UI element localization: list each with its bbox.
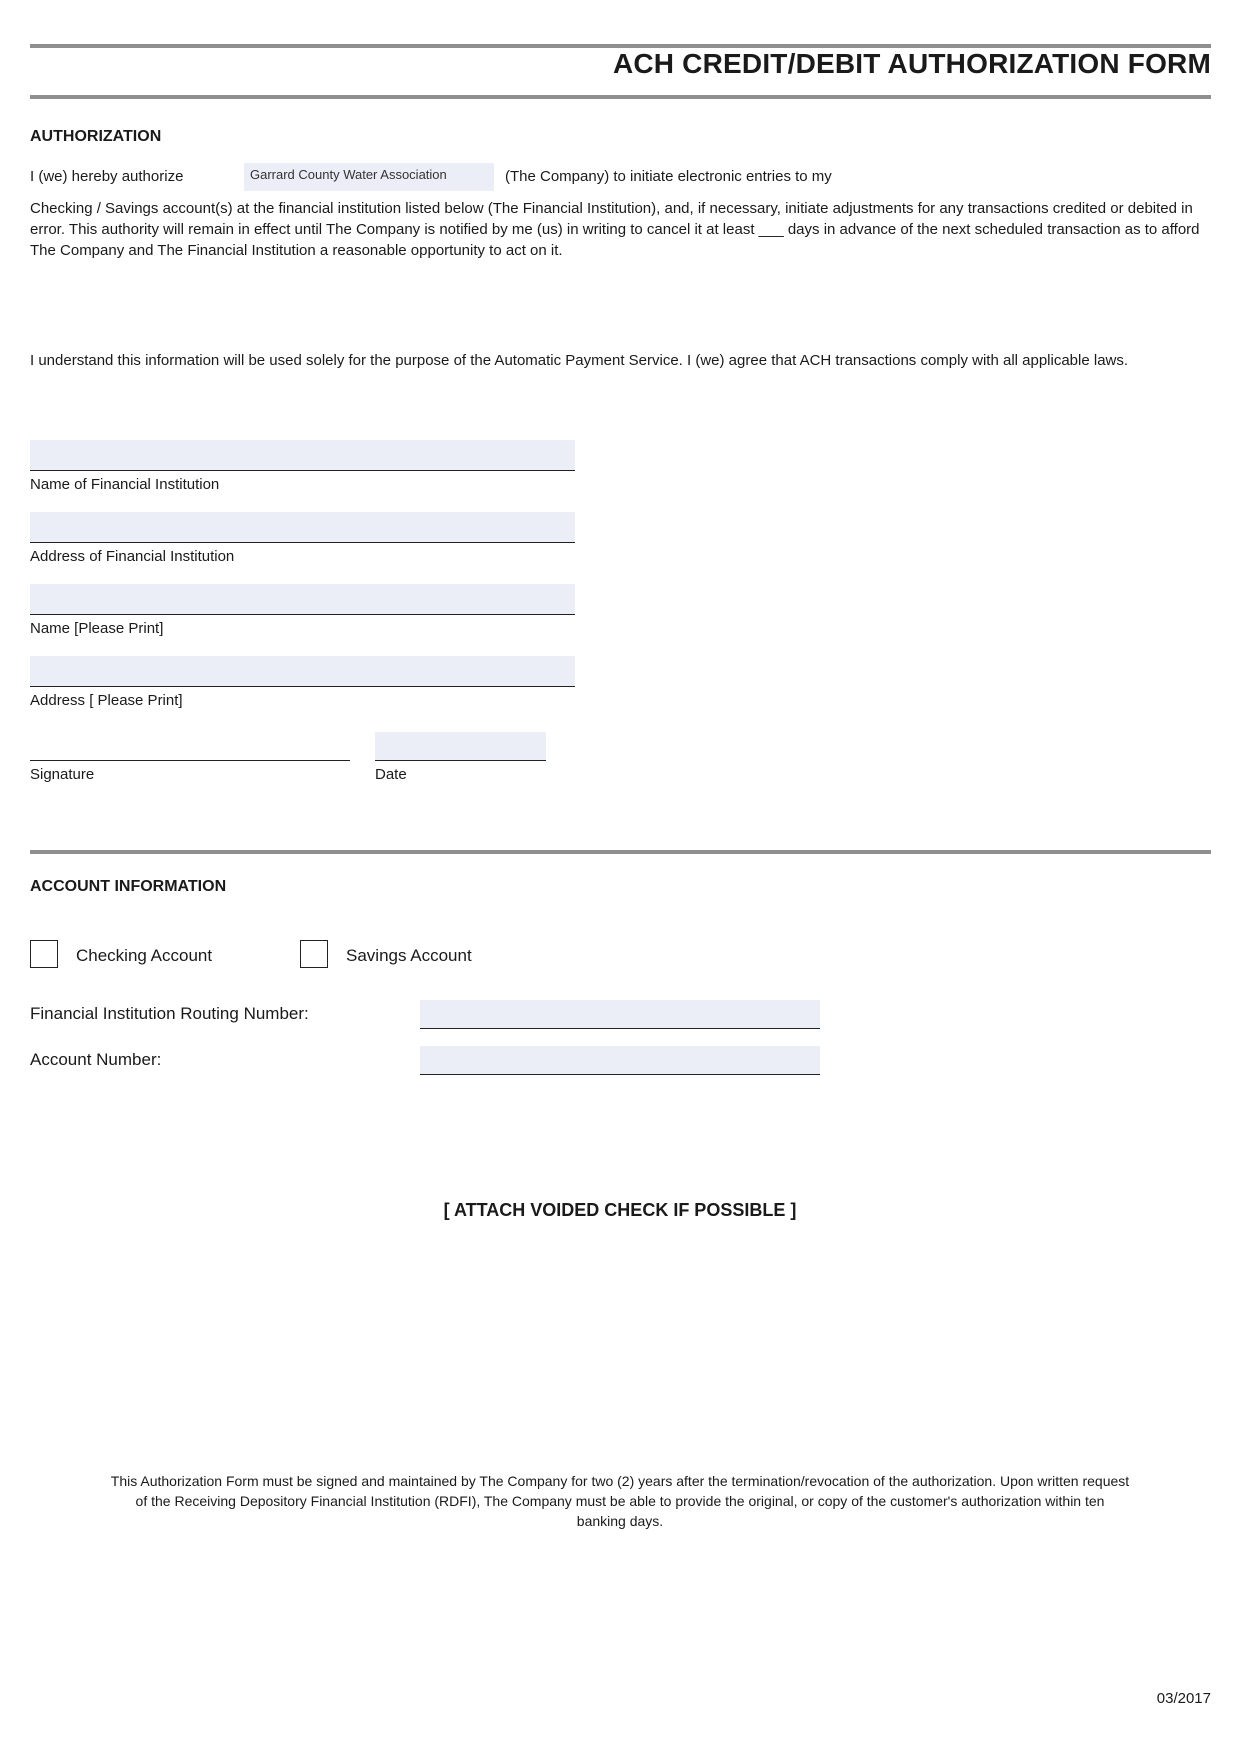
form-title: ACH CREDIT/DEBIT AUTHORIZATION FORM <box>612 48 1211 79</box>
attach-voided-check-note: [ ATTACH VOIDED CHECK IF POSSIBLE ] <box>443 1200 797 1220</box>
signature-label: Signature <box>30 766 95 783</box>
form-date-code: 03/2017 <box>1156 1690 1211 1707</box>
routing-number-input[interactable] <box>420 1000 820 1029</box>
company-name-field[interactable]: Garrard County Water Association <box>244 163 494 191</box>
institution-address-input[interactable] <box>30 512 575 543</box>
routing-number-label: Financial Institution Routing Number: <box>30 1004 309 1023</box>
retention-footer-note: This Authorization Form must be signed and maintained by The Company for two (2) years after the termination/revocation of the authorization. Upon written request of the Receiving Depository Financial Institution (RDFI), The Company must be able to provide the original, or copy of the customer's authorization within ten banking days. <box>110 1473 1130 1529</box>
authorize-suffix-text: (The Company) to initiate electronic entries to my <box>505 168 832 185</box>
understand-paragraph: I understand this information will be used solely for the purpose of the Automatic Payment Service. I (we) agree that ACH transactions comply with all applicable laws. <box>30 352 1129 369</box>
print-name-input[interactable] <box>30 584 575 615</box>
institution-address-label: Address of Financial Institution <box>30 548 235 565</box>
authorize-prefix-text: I (we) hereby authorize <box>30 168 184 185</box>
print-address-label: Address [ Please Print] <box>30 692 183 709</box>
print-name-label: Name [Please Print] <box>30 620 164 637</box>
account-number-label: Account Number: <box>30 1050 162 1069</box>
date-input[interactable] <box>375 732 546 761</box>
title-underline-rule <box>30 95 1211 99</box>
authorization-paragraph: Checking / Savings account(s) at the financial institution listed below (The Financial Institution), and, if necessary, initiate adjustments for any transactions credited or debited in error. This authority will remain in effect until The Company is notified by me (us) in writing to cancel it at least ___ days in advance of the next scheduled transaction as to afford The Company and The Financial Institution a reasonable opportunity to act on it. <box>30 200 1200 259</box>
account-section-rule <box>30 850 1211 854</box>
savings-account-checkbox[interactable] <box>300 940 328 968</box>
date-label: Date <box>375 766 407 783</box>
print-address-input[interactable] <box>30 656 575 687</box>
authorization-heading: AUTHORIZATION <box>30 128 162 145</box>
checking-account-checkbox[interactable] <box>30 940 58 968</box>
signature-line[interactable] <box>30 760 350 761</box>
institution-name-input[interactable] <box>30 440 575 471</box>
account-number-input[interactable] <box>420 1046 820 1075</box>
account-information-heading: ACCOUNT INFORMATION <box>30 878 227 895</box>
institution-name-label: Name of Financial Institution <box>30 476 220 493</box>
checking-account-label: Checking Account <box>76 946 213 965</box>
savings-account-label: Savings Account <box>346 946 472 965</box>
